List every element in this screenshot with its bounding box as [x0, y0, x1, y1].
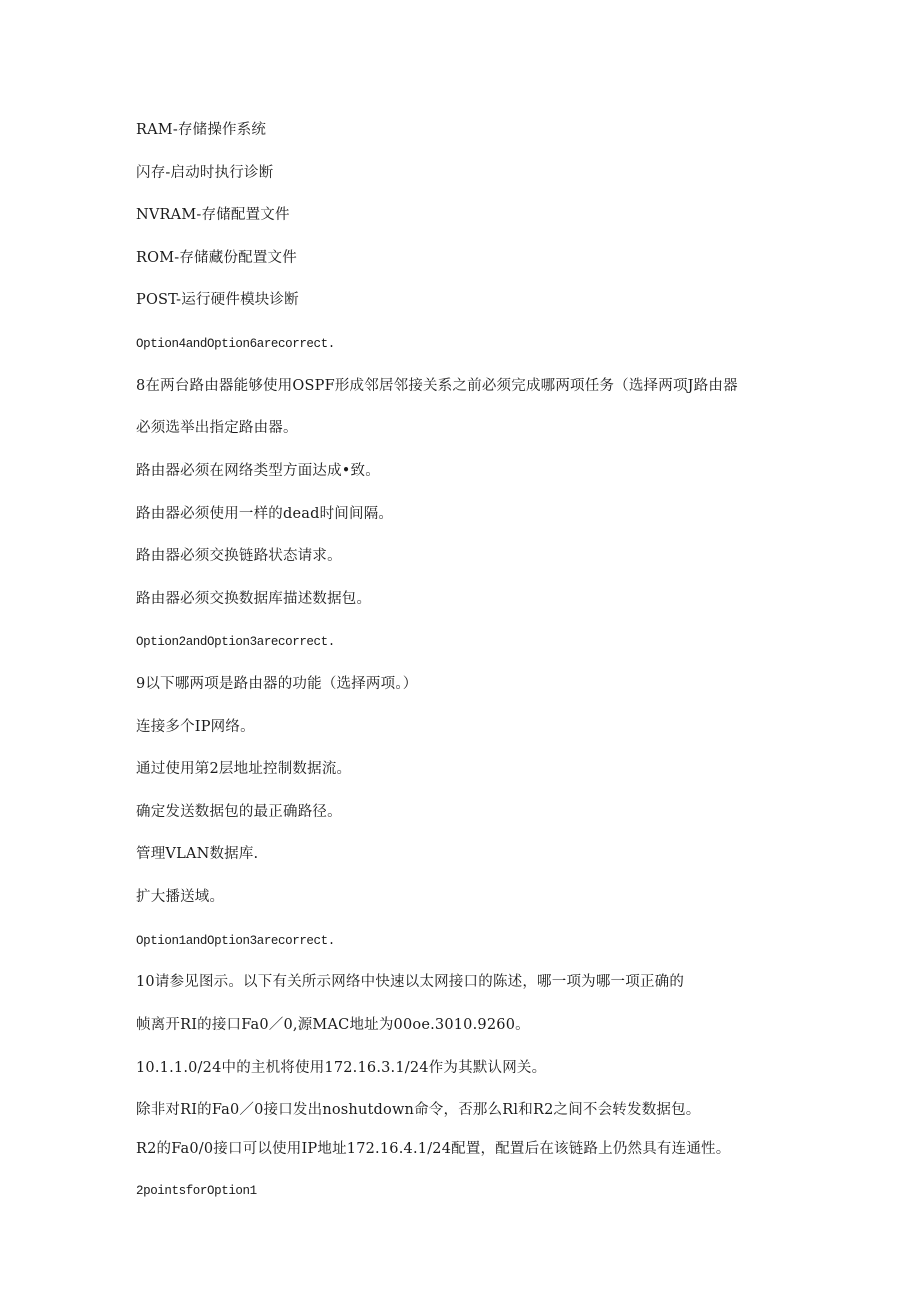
question-8-option-1: 必须选举出指定路由器。	[136, 420, 298, 436]
question-9-option-2: 通过使用第2层地址控制数据流。	[136, 761, 352, 777]
answer-line-q10: 2pointsforOption1	[136, 1184, 257, 1198]
question-10-option-2: 10.1.1.0/24中的主机将使用172.16.3.1/24作为其默认网关。	[136, 1060, 547, 1076]
answer-line-q7: Option4andOption6arecorrect.	[136, 337, 335, 351]
answer-line-q9: Option1andOption3arecorrect.	[136, 934, 335, 948]
text-line-nvram: NVRAM-存储配置文件	[136, 207, 290, 223]
question-10-option-1: 帧离开RI的接口Fa0／0,源MAC地址为00oe.3010.9260。	[136, 1017, 530, 1033]
question-8-option-2: 路由器必须在网络类型方面达成•致。	[136, 463, 380, 479]
question-9: 9以下哪两项是路由器的功能（选择两项。）	[136, 676, 418, 692]
question-10-option-4: R2的Fa0/0接口可以使用IP地址172.16.4.1/24配置，配置后在该链路上仍然具有连通性。	[136, 1141, 731, 1157]
question-8-option-5: 路由器必须交换数据库描述数据包。	[136, 591, 372, 607]
question-9-option-3: 确定发送数据包的最正确路径。	[136, 804, 342, 820]
question-8-option-4: 路由器必须交换链路状态请求。	[136, 548, 342, 564]
text-line-ram: RAM-存储操作系统	[136, 122, 267, 138]
question-10-option-3: 除非对RI的Fa0／0接口发出noshutdown命令，否那么Rl和R2之间不会转发数据包。	[136, 1102, 701, 1118]
question-9-option-1: 连接多个IP网络。	[136, 719, 255, 735]
answer-line-q8: Option2andOption3arecorrect.	[136, 635, 335, 649]
question-8: 8在两台路由器能够使用OSPF形成邻居邻接关系之前必须完成哪两项任务（选择两项J路由器	[136, 378, 738, 394]
question-10: 10请参见图示。以下有关所示网络中快速以太网接口的陈述，哪一项为哪一项正确的	[136, 974, 685, 990]
question-9-option-4: 管理VLAN数据库.	[136, 846, 259, 862]
text-line-flash: 闪存-启动时执行诊断	[136, 165, 274, 181]
text-line-rom: ROM-存储藏份配置文件	[136, 250, 297, 266]
question-8-option-3: 路由器必须使用一样的dead时间间隔。	[136, 506, 394, 522]
question-9-option-5: 扩大播送域。	[136, 889, 225, 905]
text-line-post: POST-运行硬件模块诊断	[136, 292, 299, 308]
